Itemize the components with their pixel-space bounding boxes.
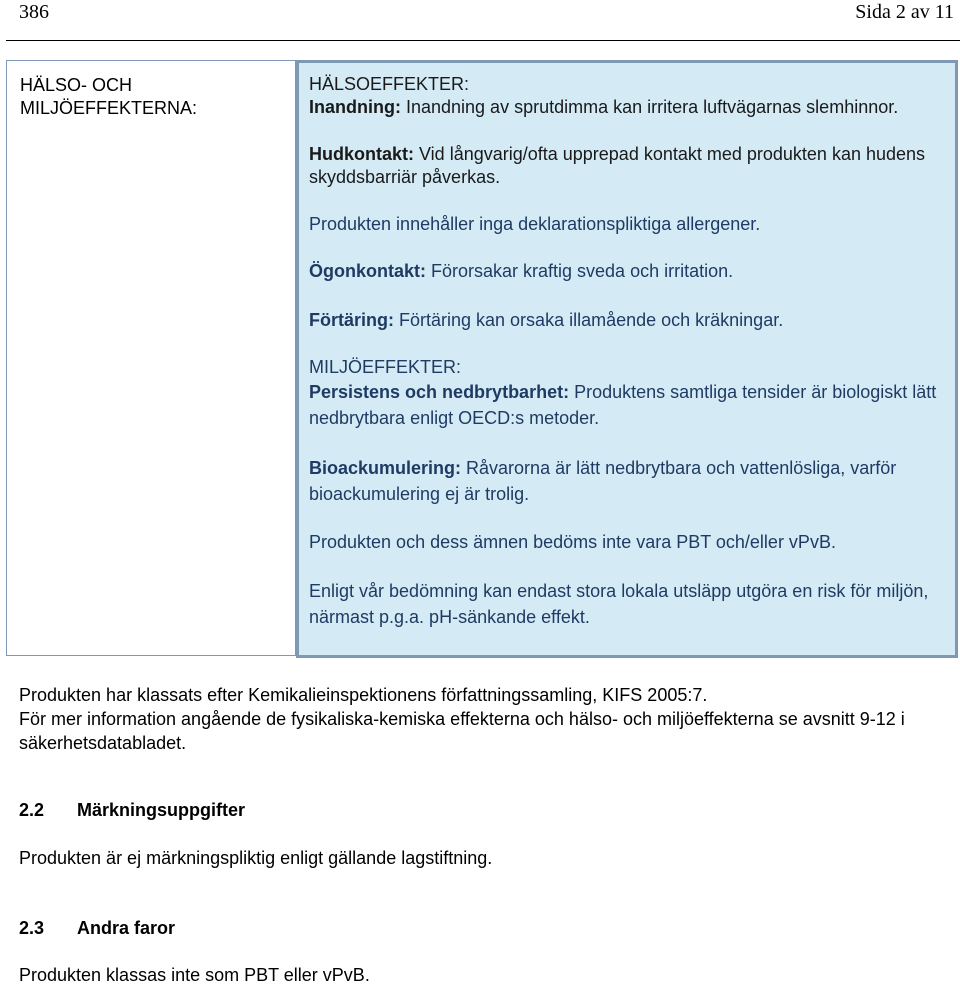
ingestion-label: Förtäring: [309,310,394,330]
eye-paragraph [309,260,954,283]
page-of: Sida 2 av 11 [855,1,954,23]
skin-paragraph [309,143,954,189]
skin-label: Hudkontakt: [309,144,414,164]
ingestion-paragraph [309,309,954,332]
skin-text: Vid långvarig/ofta upprepad kontakt med produkten kan hudens skyddsbarriär påverkas. [309,144,926,187]
health-heading: HÄLSOEFFEKTER: [309,74,470,94]
inhalation-text: Inandning av sprutdimma kan irritera luftvägarnas slemhinnor. [400,97,899,117]
eye-text: Förorsakar kraftig sveda och irritation. [426,261,734,281]
classification-line-1: Produkten har klassats efter Kemikalieinspektionens författningssamling, KIFS 2005:7. [19,685,708,705]
persistence-label: Persistens och nedbrytbarhet: [309,382,570,402]
effects-content-cell [296,60,958,658]
section-2-3-heading: Andra faror [77,918,176,938]
effects-label-cell [6,60,296,656]
section-2-2-text: Produkten är ej märkningspliktig enligt gällande lagstiftning. [19,848,493,868]
ingestion-text: Förtäring kan orsaka illamående och kräkningar. [394,310,784,330]
effects-table [6,60,958,658]
header-rule [6,40,960,41]
persistence-text: Produktens samtliga tensider är biologiskt lätt nedbrytbara enligt OECD:s metoder. [309,382,937,428]
section-2-3-number: 2.3 [19,918,45,938]
allergen-paragraph: Produkten innehåller inga deklarationspliktiga allergener. [309,214,761,234]
persistence-paragraph [309,379,954,431]
bioacc-label: Bioackumulering: [309,458,462,478]
bioacc-paragraph [309,455,954,507]
bioacc-text: Råvarorna är lätt nedbrytbara och vattenlösliga, varför bioackumulering ej är trolig. [309,458,897,504]
effects-content [309,73,954,630]
section-2-3-title [19,918,175,939]
env-heading: MILJÖEFFEKTER: [309,357,462,377]
section-2-3-text: Produkten klassas inte som PBT eller vPvB. [19,965,370,985]
classification-line-2: För mer information angående de fysikaliska-kemiska effekterna och hälso- och miljöeffekterna se avsnitt 9-12 i säkerhetsdatabladet. [19,709,905,753]
eye-label: Ögonkontakt: [309,261,426,281]
page-number: 386 [19,1,49,23]
section-2-2-number: 2.2 [19,800,45,820]
pbt-paragraph: Produkten och dess ämnen bedöms inte vara PBT och/eller vPvB. [309,532,836,552]
effects-label: HÄLSO- OCH MILJÖEFFEKTERNA: [20,75,198,118]
section-2-2-heading: Märkningsuppgifter [77,800,246,820]
risk-paragraph: Enligt vår bedömning kan endast stora lokala utsläpp utgöra en risk för miljön, närmast p.g.a. pH-sänkande effekt. [309,581,929,627]
page-header [0,0,960,30]
section-2-2-title [19,800,245,821]
inhalation-label: Inandning: [309,97,401,117]
inhalation-paragraph [309,96,954,119]
